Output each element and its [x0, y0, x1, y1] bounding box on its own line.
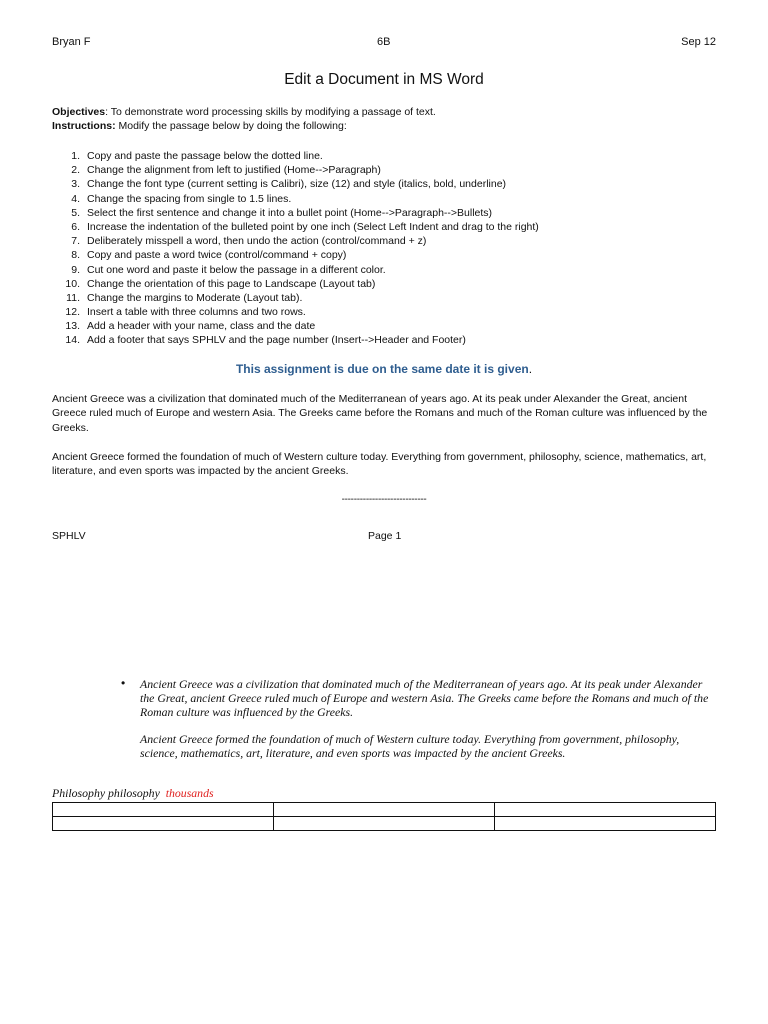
step-item — [52, 163, 539, 177]
step-item — [52, 248, 539, 262]
instructions-label: Instructions: — [52, 120, 116, 132]
footer-text: SPHLV — [52, 530, 86, 542]
step-text: Copy and paste a word twice (control/command + copy) — [87, 249, 347, 262]
bullet-icon: • — [121, 676, 126, 690]
due-note-period: . — [528, 362, 533, 376]
copied-words-line — [52, 786, 214, 800]
dotted-line: ---------------------------- — [341, 494, 427, 505]
step-text: Copy and paste the passage below the dotted line. — [87, 150, 323, 162]
step-text: Cut one word and paste it below the passage in a different color. — [87, 263, 386, 276]
step-item — [52, 149, 539, 163]
table-cell[interactable] — [274, 817, 495, 831]
step-text: Increase the indentation of the bulleted point by one inch (Select Left Indent and drag to the right) — [87, 220, 539, 233]
header-name: Bryan F — [52, 36, 91, 48]
step-item — [52, 192, 539, 206]
table-cell[interactable] — [495, 803, 716, 817]
table-row — [53, 803, 716, 817]
step-item — [52, 319, 539, 333]
step-item — [52, 220, 539, 234]
step-text: Change the font type (current setting is Calibri), size (12) and style (italics, bold, underline) — [87, 178, 507, 191]
step-item — [52, 291, 539, 305]
step-number: 10. — [65, 277, 80, 290]
step-text: Change the spacing from single to 1.5 lines. — [87, 192, 292, 205]
step-text: Change the margins to Moderate (Layout tab). — [87, 291, 303, 304]
step-number: 7. — [71, 235, 80, 248]
step-number: 6. — [71, 220, 80, 233]
objectives-line — [52, 106, 436, 118]
step-number: 4. — [71, 192, 80, 205]
step-item — [52, 206, 539, 220]
step-item — [52, 263, 539, 277]
table-cell[interactable] — [495, 817, 716, 831]
header-date: Sep 12 — [681, 36, 716, 48]
instructions-text: Modify the passage below by doing the following: — [115, 120, 347, 132]
passage-paragraph-1: Ancient Greece was a civilization that dominated much of the Mediterranean of years ago. At its peak under Alexander the Great, ancient Greece ruled much of Europe and western Asia. The Greeks came before the Romans and much of the Roman culture was influenced by the Greeks. — [52, 393, 708, 434]
step-text: Select the first sentence and change it into a bullet point (Home-->Paragraph-->Bullets) — [87, 206, 493, 219]
step-number: 3. — [71, 178, 80, 191]
passage-paragraph-2: Ancient Greece formed the foundation of much of Western culture today. Everything from government, philosophy, science, mathematics, art, literature, and even sports was impacted by the ancient Greeks. — [52, 451, 707, 478]
step-number: 2. — [71, 164, 80, 177]
steps-list — [52, 149, 539, 348]
document-title: Edit a Document in MS Word — [284, 71, 484, 88]
step-number: 1. — [71, 150, 80, 162]
step-number: 13. — [65, 320, 80, 333]
step-item — [52, 177, 539, 191]
table-row — [53, 817, 716, 831]
cut-word: thousands — [165, 786, 214, 800]
header-class: 6B — [377, 36, 391, 48]
step-number: 11. — [66, 291, 80, 304]
step-item — [52, 234, 539, 248]
table-cell[interactable] — [53, 803, 274, 817]
step-text: Insert a table with three columns and two rows. — [87, 306, 306, 319]
table-cell[interactable] — [274, 803, 495, 817]
edited-paragraph-1: Ancient Greece was a civilization that dominated much of the Mediterranean of years ago. At its peak under Alexander the Great, ancient Greece ruled much of Europe and western Asia. The Greeks came before the Romans and much of the Roman culture was influenced by the Greeks. — [140, 677, 709, 720]
edited-paragraph-2: Ancient Greece formed the foundation of much of Western culture today. Everything from government, philosophy, science, mathematics, art, literature, and even sports was impacted by the ancient Greeks. — [140, 732, 680, 761]
table-cell[interactable] — [53, 817, 274, 831]
step-number: 8. — [71, 249, 80, 262]
due-note — [0, 362, 768, 376]
step-item — [52, 333, 539, 347]
instructions-line — [52, 120, 347, 132]
inserted-table — [52, 802, 716, 831]
step-text: Add a footer that says SPHLV and the page number (Insert-->Header and Footer) — [87, 334, 466, 347]
step-number: 9. — [71, 263, 80, 276]
step-item — [52, 277, 539, 291]
step-item — [52, 305, 539, 319]
due-note-text: This assignment is due on the same date it is given — [235, 362, 529, 376]
objectives-label: Objectives — [52, 106, 106, 118]
step-number: 12. — [65, 306, 80, 319]
step-text: Add a header with your name, class and the date — [87, 320, 316, 333]
copied-words: Philosophy philosophy — [52, 786, 160, 800]
footer-page-number: Page 1 — [368, 530, 402, 542]
step-text: Change the alignment from left to justified (Home-->Paragraph) — [87, 164, 381, 177]
step-number: 5. — [71, 206, 80, 219]
step-text: Change the orientation of this page to Landscape (Layout tab) — [87, 277, 376, 290]
objectives-text: : To demonstrate word processing skills by modifying a passage of text. — [105, 106, 436, 118]
step-number: 14. — [65, 334, 80, 347]
step-text: Deliberately misspell a word, then undo the action (control/command + z) — [87, 235, 427, 248]
